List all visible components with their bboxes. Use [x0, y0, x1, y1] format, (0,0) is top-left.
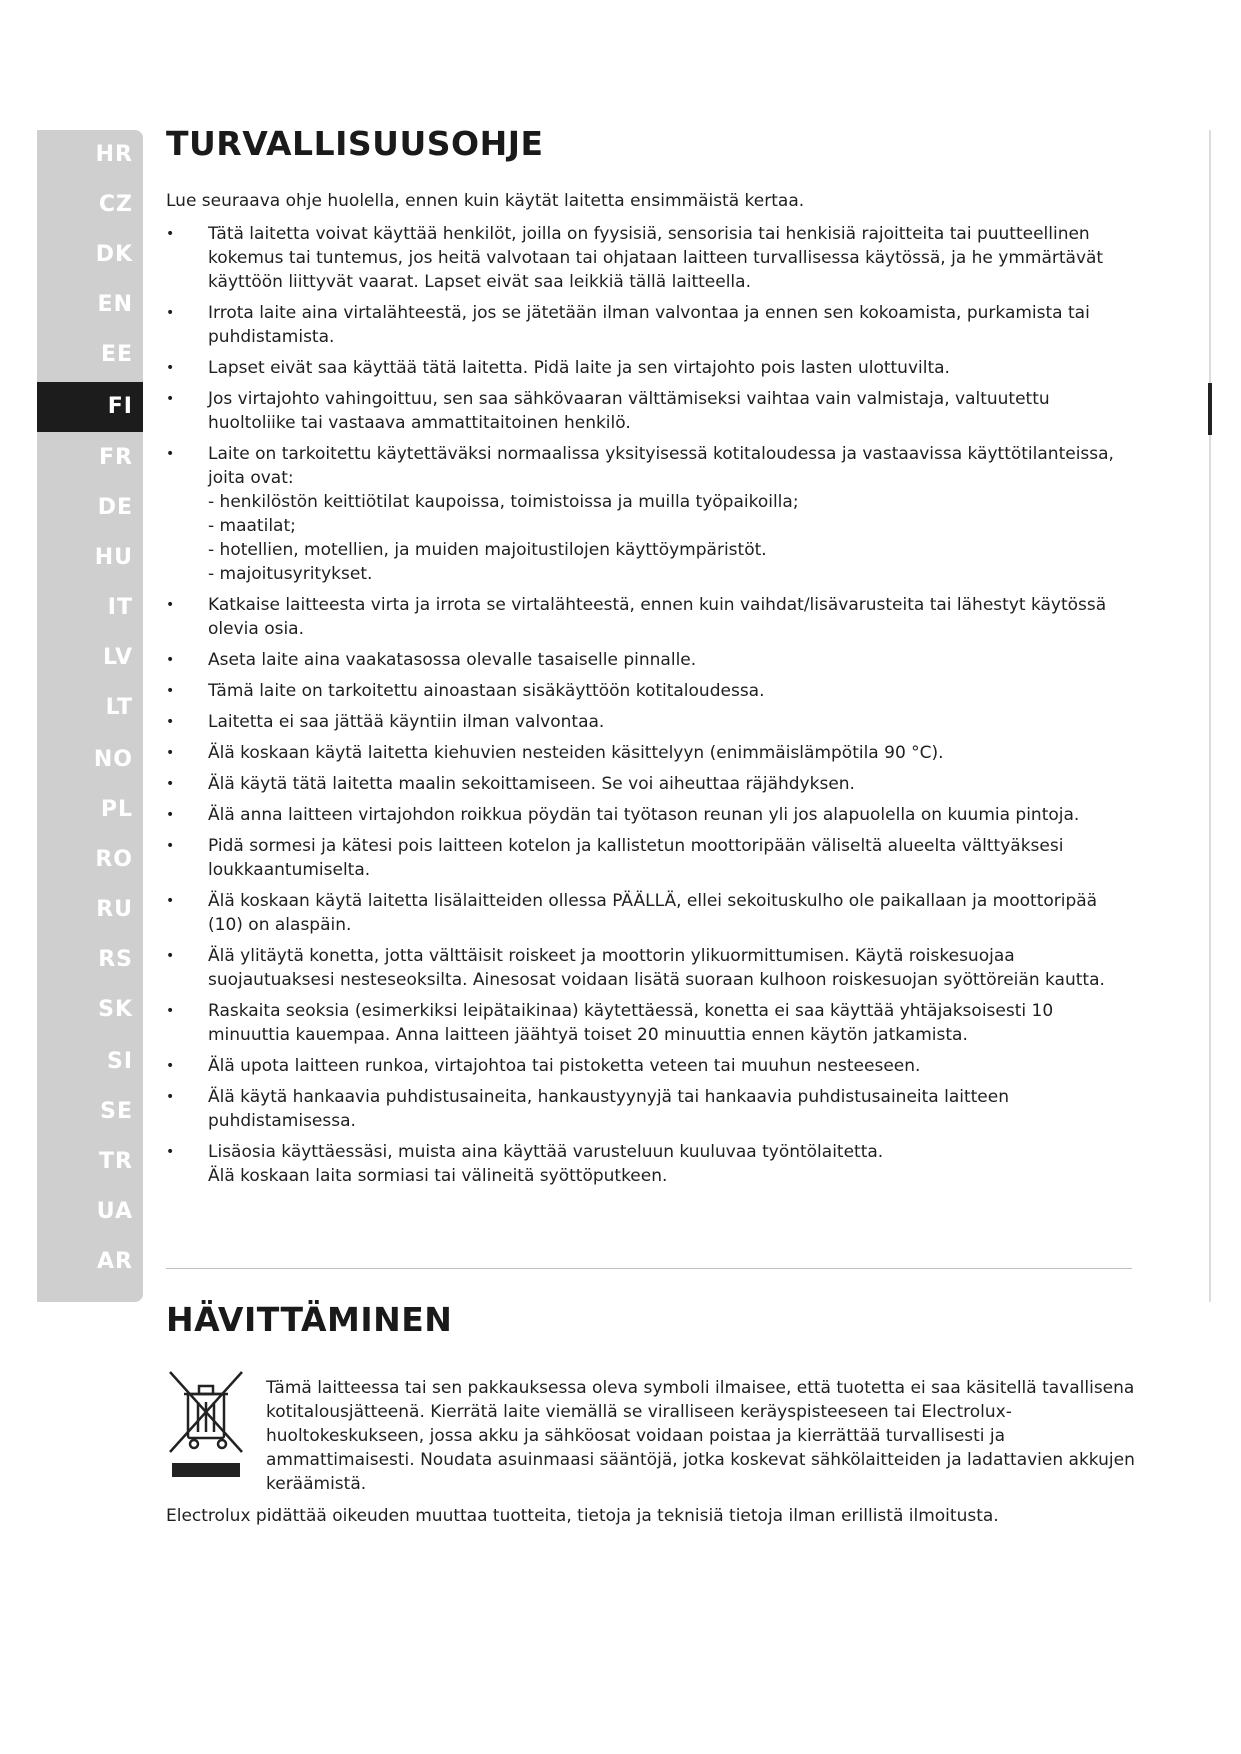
- list-item: [166, 648, 1126, 672]
- list-item-text: Älä koskaan käytä laitetta kiehuvien nesteiden käsittelyyn (enimmäislämpötila 90 °C).: [208, 743, 944, 763]
- list-item-text: Aseta laite aina vaakatasossa olevalle tasaiselle pinnalle.: [208, 650, 697, 670]
- list-item-text: Tämä laite on tarkoitettu ainoastaan sisäkäyttöön kotitaloudessa.: [208, 681, 765, 701]
- section-divider: [166, 1268, 1132, 1269]
- lang-tab-pl[interactable]: PL: [100, 797, 133, 822]
- lang-tab-de[interactable]: DE: [97, 495, 133, 520]
- list-item: [166, 301, 1126, 349]
- list-item: [166, 442, 1126, 586]
- lang-tab-fi[interactable]: FI: [37, 382, 143, 432]
- list-item: [166, 679, 1126, 703]
- safety-title: TURVALLISUUSOHJE: [166, 124, 544, 163]
- safety-intro: Lue seuraava ohje huolella, ennen kuin käytät laitetta ensimmäistä kertaa.: [166, 191, 805, 211]
- list-item: [166, 222, 1126, 294]
- footer-note: Electrolux pidättää oikeuden muuttaa tuotteita, tietoja ja teknisiä tietoja ilman erillistä ilmoitusta.: [166, 1506, 999, 1526]
- list-item-text: Laitetta ei saa jättää käyntiin ilman valvontaa.: [208, 712, 605, 732]
- list-item: [166, 803, 1126, 827]
- lang-tab-it[interactable]: IT: [107, 595, 133, 620]
- sub-item: - maatilat;: [208, 516, 296, 536]
- lang-tab-se[interactable]: SE: [100, 1099, 133, 1124]
- lang-tab-hu[interactable]: HU: [94, 545, 133, 570]
- list-item: [166, 889, 1126, 937]
- list-item-text: Irrota laite aina virtalähteestä, jos se jätetään ilman valvontaa ja ennen sen kokoamista, purkamista tai puhdistamista.: [208, 303, 1090, 347]
- lang-tab-ar[interactable]: AR: [97, 1249, 133, 1274]
- lang-tab-ru[interactable]: RU: [96, 897, 133, 922]
- list-item-text: Tätä laitetta voivat käyttää henkilöt, joilla on fyysisiä, sensorisia tai henkisiä rajoitteita tai puutteellinen kokemus tai tuntemus, jos heitä valvotaan tai ohjataan laitteen turvallisessa käytössä, ja he ymmärtävät käyttöön liittyvät vaarat. Lapset eivät saa leikkiä tällä laitteella.: [208, 224, 1104, 292]
- lang-tab-lv[interactable]: LV: [102, 645, 133, 670]
- list-item-text: Katkaise laitteesta virta ja irrota se virtalähteestä, ennen kuin vaihdat/lisävarusteita tai lähestyt käytössä olevia osia.: [208, 595, 1107, 639]
- list-item: [166, 741, 1126, 765]
- lang-tab-rs[interactable]: RS: [98, 947, 133, 972]
- lang-tab-sk[interactable]: SK: [98, 997, 133, 1022]
- disposal-title: HÄVITTÄMINEN: [166, 1300, 453, 1339]
- lang-tab-ua[interactable]: UA: [96, 1199, 133, 1224]
- weee-crossed-bin-icon: [166, 1368, 246, 1480]
- list-item: [166, 999, 1126, 1047]
- list-item: [166, 1140, 1126, 1188]
- disposal-text: Tämä laitteessa tai sen pakkauksessa oleva symboli ilmaisee, että tuotetta ei saa käsitellä tavallisena kotitalousjätteenä. Kierrätä laite viemällä se viralliseen keräyspisteeseen tai Electrolux-huoltokeskukseen, jossa akku ja sähköosat voidaan poistaa ja kierrättää turvallisesti ja ammattimaisesti. Noudata asuinmaasi sääntöjä, jotka koskevat sähkölaitteiden ja ladattavien akkujen keräämistä.: [266, 1378, 1135, 1494]
- list-item-text: Älä ylitäytä konetta, jotta välttäisit roiskeet ja moottorin ylikuormittumisen. Käytä roiskesuojaa suojautuaksesi nesteseoksilta. Ainesosat voidaan lisätä suoraan kulhoon roiskesuojan syöttöreiän kautta.: [208, 946, 1105, 990]
- list-item-text: Älä käytä hankaavia puhdistusaineita, hankaustyynyjä tai hankaavia puhdistusaineita laitteen puhdistamisessa.: [208, 1087, 1010, 1131]
- sub-item: - henkilöstön keittiötilat kaupoissa, toimistoissa ja muilla työpaikoilla;: [208, 492, 799, 512]
- sub-item: - majoitusyritykset.: [208, 564, 373, 584]
- list-item-text: Jos virtajohto vahingoittuu, sen saa sähkövaaran välttämiseksi vaihtaa vain valmistaja, valtuutettu huoltoliike tai vastaava ammattitaitoinen henkilö.: [208, 389, 1050, 433]
- lang-tab-cz[interactable]: CZ: [98, 192, 133, 217]
- lang-tab-en[interactable]: EN: [97, 292, 133, 317]
- right-edge-rule: [1209, 130, 1211, 1302]
- sub-item: - hotellien, motellien, ja muiden majoitustilojen käyttöympäristöt.: [208, 540, 767, 560]
- list-item-text: Älä upota laitteen runkoa, virtajohtoa tai pistoketta veteen tai muuhun nesteeseen.: [208, 1056, 921, 1076]
- sub-item: Älä koskaan laita sormiasi tai välineitä syöttöputkeen.: [208, 1166, 668, 1186]
- list-item-text: Älä koskaan käytä laitetta lisälaitteiden ollessa PÄÄLLÄ, ellei sekoituskulho ole paikallaan ja moottoripää (10) on alaspäin.: [208, 891, 1098, 935]
- list-item-text: Älä käytä tätä laitetta maalin sekoittamiseen. Se voi aiheuttaa räjähdyksen.: [208, 774, 855, 794]
- safety-list: [166, 222, 1126, 1195]
- list-item: [166, 1054, 1126, 1078]
- lang-tab-dk[interactable]: DK: [95, 242, 133, 267]
- list-item: [166, 356, 1126, 380]
- list-item-text: Raskaita seoksia (esimerkiksi leipätaikinaa) käytettäessä, konetta ei saa käyttää yhtäjaksoisesti 10 minuuttia kauempaa. Anna laitteen jäähtyä toiset 20 minuuttia ennen käytön jatkamista.: [208, 1001, 1054, 1045]
- list-item: [166, 387, 1126, 435]
- list-item-text: Älä anna laitteen virtajohdon roikkua pöydän tai työtason reunan yli jos alapuolella on kuumia pintoja.: [208, 805, 1080, 825]
- list-item: [166, 593, 1126, 641]
- list-item-text: Laite on tarkoitettu käytettäväksi normaalissa yksityisessä kotitaloudessa ja vastaavissa käyttötilanteissa, joita ovat:: [208, 444, 1114, 488]
- language-sidebar: [37, 130, 143, 1302]
- lang-tab-fr[interactable]: FR: [99, 445, 133, 470]
- list-item: [166, 772, 1126, 796]
- list-item: [166, 944, 1126, 992]
- list-item-text: Lapset eivät saa käyttää tätä laitetta. Pidä laite ja sen virtajohto pois lasten ulottuvilta.: [208, 358, 950, 378]
- lang-tab-tr[interactable]: TR: [99, 1149, 133, 1174]
- lang-tab-lt[interactable]: LT: [105, 695, 133, 720]
- lang-tab-hr[interactable]: HR: [95, 142, 133, 167]
- lang-tab-si[interactable]: SI: [106, 1049, 133, 1074]
- list-item-text: Pidä sormesi ja kätesi pois laitteen kotelon ja kallistetun moottoripään väliseltä alueelta välttyäksesi loukkaantumiselta.: [208, 836, 1064, 880]
- list-item: [166, 1085, 1126, 1133]
- lang-tab-no[interactable]: NO: [93, 747, 133, 772]
- list-item: [166, 834, 1126, 882]
- list-item-text: Lisäosia käyttäessäsi, muista aina käyttää varusteluun kuuluvaa työntölaitetta.: [208, 1142, 884, 1162]
- lang-tab-ro[interactable]: RO: [95, 847, 133, 872]
- list-item: [166, 710, 1126, 734]
- right-edge-marker: [1208, 383, 1212, 435]
- lang-tab-ee[interactable]: EE: [100, 342, 133, 367]
